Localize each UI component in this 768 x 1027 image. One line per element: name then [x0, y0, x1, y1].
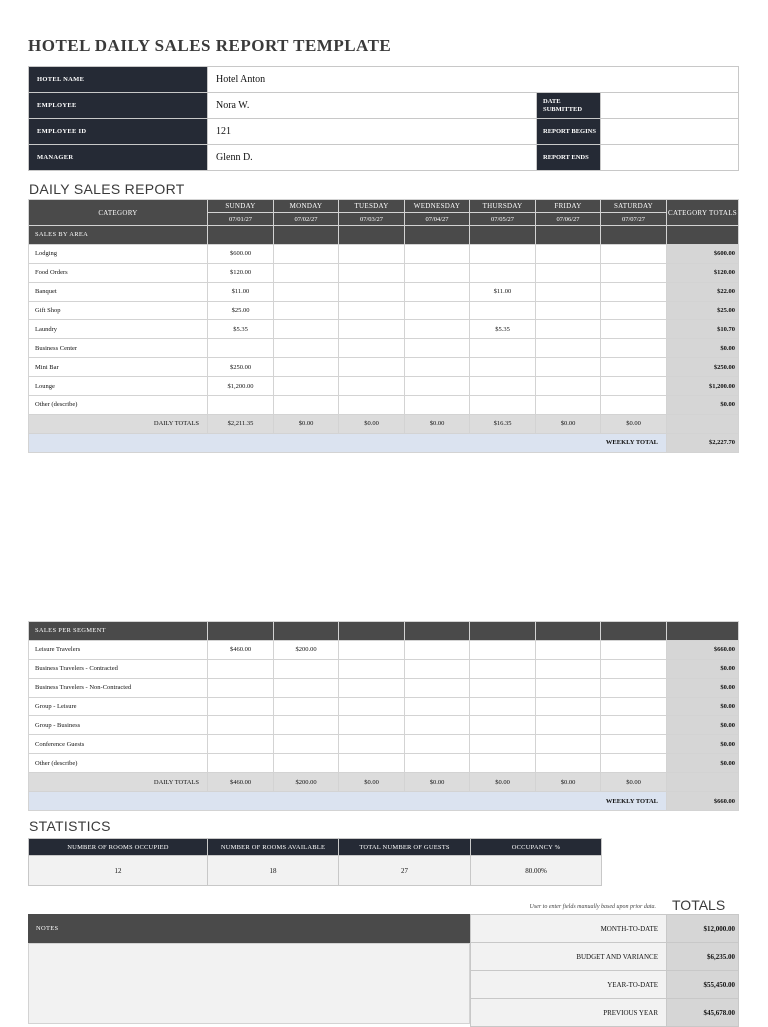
- day-value-cell[interactable]: [536, 377, 601, 396]
- day-value-cell[interactable]: [601, 697, 667, 716]
- day-value-cell[interactable]: [339, 282, 405, 301]
- category-total-cell: $600.00: [667, 244, 739, 263]
- sales-per-segment-table: [28, 621, 739, 811]
- day-value-cell[interactable]: [339, 301, 405, 320]
- row-category-label: Lodging: [29, 244, 208, 263]
- totals-row: [471, 999, 739, 1027]
- day-value-cell[interactable]: [405, 697, 470, 716]
- sales-by-area-table: [28, 199, 739, 453]
- day-value-cell[interactable]: [274, 301, 339, 320]
- totals-label: BUDGET AND VARIANCE: [471, 943, 667, 971]
- weekly-total-row: [29, 792, 739, 811]
- table-row: [29, 716, 739, 735]
- stat-header: OCCUPANCY %: [471, 839, 602, 856]
- table-row: [29, 301, 739, 320]
- report-info-table: [28, 66, 739, 171]
- day-header: FRIDAY: [536, 200, 601, 213]
- day-value-cell[interactable]: [601, 735, 667, 754]
- table-row: [29, 735, 739, 754]
- day-value-cell[interactable]: [536, 396, 601, 415]
- day-value-cell[interactable]: [274, 754, 339, 773]
- table-row: [29, 754, 739, 773]
- date-header[interactable]: 07/03/27: [339, 213, 405, 226]
- hotel-name-field[interactable]: Hotel Anton: [208, 67, 739, 93]
- total-guests-value[interactable]: 27: [339, 856, 471, 886]
- day-value-cell[interactable]: $25.00: [208, 301, 274, 320]
- day-value-cell[interactable]: [470, 716, 536, 735]
- daily-total-cell: $0.00: [601, 414, 667, 433]
- day-value-cell[interactable]: [405, 282, 470, 301]
- day-value-cell[interactable]: [208, 396, 274, 415]
- sales-by-area-title: SALES BY AREA: [29, 226, 208, 245]
- day-value-cell[interactable]: [601, 339, 667, 358]
- table-row: [29, 282, 739, 301]
- stat-header: NUMBER OF ROOMS OCCUPIED: [29, 839, 208, 856]
- row-category-label: Group - Business: [29, 716, 208, 735]
- day-value-cell[interactable]: [536, 282, 601, 301]
- category-header: CATEGORY: [29, 200, 208, 226]
- day-value-cell[interactable]: [208, 754, 274, 773]
- day-value-cell[interactable]: [405, 735, 470, 754]
- day-header: TUESDAY: [339, 200, 405, 213]
- table-row: [29, 659, 739, 678]
- category-totals-header: CATEGORY TOTALS: [667, 200, 739, 226]
- day-value-cell[interactable]: [339, 396, 405, 415]
- stat-header: NUMBER OF ROOMS AVAILABLE: [208, 839, 339, 856]
- day-value-cell[interactable]: [536, 716, 601, 735]
- day-value-cell[interactable]: [601, 678, 667, 697]
- daily-totals-label: DAILY TOTALS: [29, 414, 208, 433]
- day-value-cell[interactable]: [536, 263, 601, 282]
- date-header[interactable]: 07/07/27: [601, 213, 667, 226]
- day-value-cell[interactable]: [601, 282, 667, 301]
- daily-total-cell: $0.00: [536, 773, 601, 792]
- daily-totals-row: [29, 414, 739, 433]
- day-value-cell[interactable]: [339, 320, 405, 339]
- row-category-label: Food Orders: [29, 263, 208, 282]
- day-value-cell[interactable]: [405, 716, 470, 735]
- employee-field[interactable]: Nora W.: [208, 93, 537, 119]
- day-value-cell[interactable]: $1,200.00: [208, 377, 274, 396]
- report-ends-label: REPORT ENDS: [537, 145, 601, 171]
- day-header: SATURDAY: [601, 200, 667, 213]
- day-value-cell[interactable]: [274, 339, 339, 358]
- day-value-cell[interactable]: [470, 396, 536, 415]
- day-value-cell[interactable]: [339, 263, 405, 282]
- row-category-label: Lounge: [29, 377, 208, 396]
- day-value-cell[interactable]: [536, 358, 601, 377]
- day-value-cell[interactable]: $460.00: [208, 640, 274, 659]
- totals-label: MONTH-TO-DATE: [471, 915, 667, 943]
- day-value-cell[interactable]: [274, 716, 339, 735]
- sales-per-segment-rows: [29, 640, 739, 772]
- row-category-label: Mini Bar: [29, 358, 208, 377]
- weekly-total-value: $2,227.70: [667, 433, 739, 452]
- daily-total-cell: $0.00: [274, 414, 339, 433]
- notes-header: NOTES: [28, 914, 470, 943]
- daily-total-cell: $0.00: [536, 414, 601, 433]
- daily-sales-heading: DAILY SALES REPORT: [29, 181, 185, 197]
- day-value-cell[interactable]: [601, 396, 667, 415]
- day-value-cell[interactable]: [470, 377, 536, 396]
- category-total-cell: $0.00: [667, 659, 739, 678]
- statistics-header-row: [29, 839, 602, 856]
- day-value-cell[interactable]: [274, 396, 339, 415]
- day-value-cell[interactable]: [339, 244, 405, 263]
- day-value-cell[interactable]: [405, 396, 470, 415]
- totals-value[interactable]: $6,235.00: [667, 943, 739, 971]
- day-value-cell[interactable]: [405, 678, 470, 697]
- date-header[interactable]: 07/06/27: [536, 213, 601, 226]
- day-value-cell[interactable]: [470, 358, 536, 377]
- day-value-cell[interactable]: [536, 678, 601, 697]
- table-row: [29, 697, 739, 716]
- daily-total-cell: $0.00: [339, 773, 405, 792]
- day-header-row: [29, 200, 739, 213]
- day-value-cell[interactable]: [208, 678, 274, 697]
- page-title: HOTEL DAILY SALES REPORT TEMPLATE: [28, 36, 392, 55]
- employee-row: [29, 93, 739, 119]
- day-value-cell[interactable]: [339, 716, 405, 735]
- day-value-cell[interactable]: [601, 640, 667, 659]
- day-value-cell[interactable]: [536, 659, 601, 678]
- day-value-cell[interactable]: [536, 754, 601, 773]
- day-value-cell[interactable]: [208, 735, 274, 754]
- category-total-cell: $25.00: [667, 301, 739, 320]
- table-row: [29, 339, 739, 358]
- hotel-name-row: [29, 67, 739, 93]
- category-total-cell: $0.00: [667, 396, 739, 415]
- day-header: SUNDAY: [208, 200, 274, 213]
- day-value-cell[interactable]: [470, 659, 536, 678]
- category-total-cell: $0.00: [667, 716, 739, 735]
- date-header[interactable]: 07/01/27: [208, 213, 274, 226]
- day-value-cell[interactable]: [274, 282, 339, 301]
- day-value-cell[interactable]: [470, 697, 536, 716]
- category-total-cell: $0.00: [667, 678, 739, 697]
- employee-id-label: EMPLOYEE ID: [29, 119, 208, 145]
- notes-field[interactable]: [28, 943, 470, 1024]
- day-value-cell[interactable]: [470, 339, 536, 358]
- daily-totals-row: [29, 773, 739, 792]
- rooms-available-value[interactable]: 18: [208, 856, 339, 886]
- manager-row: [29, 145, 739, 171]
- day-value-cell[interactable]: [274, 358, 339, 377]
- day-value-cell[interactable]: [601, 320, 667, 339]
- table-row: [29, 640, 739, 659]
- sales-per-segment-title: SALES PER SEGMENT: [29, 622, 208, 641]
- day-header: MONDAY: [274, 200, 339, 213]
- section-header-row: [29, 226, 739, 245]
- table-row: [29, 396, 739, 415]
- daily-total-cell: $0.00: [339, 414, 405, 433]
- day-value-cell[interactable]: [274, 735, 339, 754]
- day-value-cell[interactable]: $5.35: [470, 320, 536, 339]
- row-category-label: Other (describe): [29, 396, 208, 415]
- day-value-cell[interactable]: [339, 659, 405, 678]
- manager-field[interactable]: Glenn D.: [208, 145, 537, 171]
- day-value-cell[interactable]: [536, 301, 601, 320]
- day-value-cell[interactable]: [405, 659, 470, 678]
- day-value-cell[interactable]: [536, 320, 601, 339]
- day-value-cell[interactable]: [339, 735, 405, 754]
- day-value-cell[interactable]: [274, 678, 339, 697]
- day-value-cell[interactable]: [339, 697, 405, 716]
- totals-value[interactable]: $55,450.00: [667, 971, 739, 999]
- date-header[interactable]: 07/02/27: [274, 213, 339, 226]
- day-value-cell[interactable]: [405, 640, 470, 659]
- day-value-cell[interactable]: [601, 263, 667, 282]
- manual-entry-hint: User to enter fields manually based upon prior data.: [529, 904, 656, 910]
- day-value-cell[interactable]: [536, 339, 601, 358]
- day-value-cell[interactable]: [536, 697, 601, 716]
- day-value-cell[interactable]: [339, 377, 405, 396]
- hotel-name-label: HOTEL NAME: [29, 67, 208, 93]
- daily-total-cell: $0.00: [405, 773, 470, 792]
- weekly-total-value: $660.00: [667, 792, 739, 811]
- date-header[interactable]: 07/04/27: [405, 213, 470, 226]
- totals-value[interactable]: $45,678.00: [667, 999, 739, 1027]
- category-total-cell: $660.00: [667, 640, 739, 659]
- manager-label: MANAGER: [29, 145, 208, 171]
- totals-table: [470, 914, 739, 1027]
- row-category-label: Other (describe): [29, 754, 208, 773]
- day-value-cell[interactable]: [274, 320, 339, 339]
- report-ends-field[interactable]: [601, 145, 739, 171]
- daily-total-cell: $0.00: [470, 773, 536, 792]
- daily-total-cell: $2,211.35: [208, 414, 274, 433]
- day-value-cell[interactable]: [208, 697, 274, 716]
- daily-total-cell: $0.00: [405, 414, 470, 433]
- day-value-cell[interactable]: [208, 339, 274, 358]
- day-value-cell[interactable]: $11.00: [208, 282, 274, 301]
- day-value-cell[interactable]: [601, 244, 667, 263]
- category-total-cell: $0.00: [667, 339, 739, 358]
- totals-row: [471, 915, 739, 943]
- category-total-cell: $10.70: [667, 320, 739, 339]
- day-value-cell[interactable]: [274, 263, 339, 282]
- category-total-cell: $1,200.00: [667, 377, 739, 396]
- day-value-cell[interactable]: [601, 659, 667, 678]
- day-value-cell[interactable]: [274, 377, 339, 396]
- day-header: WEDNESDAY: [405, 200, 470, 213]
- totals-label: PREVIOUS YEAR: [471, 999, 667, 1027]
- weekly-total-label: WEEKLY TOTAL: [29, 792, 667, 811]
- category-total-cell: $0.00: [667, 735, 739, 754]
- date-submitted-field[interactable]: [601, 93, 739, 119]
- day-value-cell[interactable]: [601, 716, 667, 735]
- day-value-cell[interactable]: [339, 678, 405, 697]
- day-value-cell[interactable]: [470, 678, 536, 697]
- day-value-cell[interactable]: [536, 735, 601, 754]
- statistics-heading: STATISTICS: [29, 818, 111, 834]
- row-category-label: Group - Leisure: [29, 697, 208, 716]
- day-value-cell[interactable]: $200.00: [274, 640, 339, 659]
- table-row: [29, 263, 739, 282]
- table-row: [29, 244, 739, 263]
- day-value-cell[interactable]: [536, 244, 601, 263]
- day-value-cell[interactable]: [470, 754, 536, 773]
- day-value-cell[interactable]: $120.00: [208, 263, 274, 282]
- category-total-cell: $22.00: [667, 282, 739, 301]
- day-value-cell[interactable]: [405, 244, 470, 263]
- row-category-label: Gift Shop: [29, 301, 208, 320]
- category-total-cell: $250.00: [667, 358, 739, 377]
- table-row: [29, 678, 739, 697]
- day-value-cell[interactable]: [405, 263, 470, 282]
- day-value-cell[interactable]: [339, 358, 405, 377]
- day-value-cell[interactable]: [601, 754, 667, 773]
- rooms-occupied-value[interactable]: 12: [29, 856, 208, 886]
- day-value-cell[interactable]: [405, 754, 470, 773]
- day-value-cell[interactable]: $11.00: [470, 282, 536, 301]
- row-category-label: Leisure Travelers: [29, 640, 208, 659]
- day-value-cell[interactable]: [339, 754, 405, 773]
- day-value-cell[interactable]: [470, 640, 536, 659]
- category-total-cell: $0.00: [667, 754, 739, 773]
- weekly-total-row: [29, 433, 739, 452]
- day-value-cell[interactable]: [274, 659, 339, 678]
- table-row: [29, 377, 739, 396]
- daily-totals-label: DAILY TOTALS: [29, 773, 208, 792]
- day-value-cell[interactable]: $5.35: [208, 320, 274, 339]
- date-submitted-label: DATE SUBMITTED: [537, 93, 601, 119]
- day-value-cell[interactable]: [339, 339, 405, 358]
- day-value-cell[interactable]: [470, 735, 536, 754]
- day-value-cell[interactable]: [405, 301, 470, 320]
- daily-total-cell: $16.35: [470, 414, 536, 433]
- table-row: [29, 320, 739, 339]
- weekly-total-label: WEEKLY TOTAL: [29, 433, 667, 452]
- report-begins-field[interactable]: [601, 119, 739, 145]
- day-value-cell[interactable]: $250.00: [208, 358, 274, 377]
- daily-total-cell: $200.00: [274, 773, 339, 792]
- occupancy-value: 80.00%: [471, 856, 602, 886]
- day-value-cell[interactable]: [470, 244, 536, 263]
- day-value-cell[interactable]: [601, 377, 667, 396]
- day-value-cell[interactable]: [208, 716, 274, 735]
- category-total-cell: $120.00: [667, 263, 739, 282]
- totals-label: YEAR-TO-DATE: [471, 971, 667, 999]
- employee-id-field[interactable]: 121: [208, 119, 537, 145]
- statistics-value-row: [29, 856, 602, 886]
- totals-row: [471, 943, 739, 971]
- employee-label: EMPLOYEE: [29, 93, 208, 119]
- day-value-cell[interactable]: [208, 659, 274, 678]
- totals-row: [471, 971, 739, 999]
- day-value-cell[interactable]: [405, 377, 470, 396]
- section-header-row: [29, 622, 739, 641]
- table-row: [29, 358, 739, 377]
- day-value-cell[interactable]: [601, 301, 667, 320]
- row-category-label: Business Center: [29, 339, 208, 358]
- day-value-cell[interactable]: $600.00: [208, 244, 274, 263]
- day-value-cell[interactable]: [405, 320, 470, 339]
- day-value-cell[interactable]: [274, 244, 339, 263]
- day-value-cell[interactable]: [470, 263, 536, 282]
- daily-total-cell: $460.00: [208, 773, 274, 792]
- day-value-cell[interactable]: [274, 697, 339, 716]
- day-value-cell[interactable]: [405, 358, 470, 377]
- employee-id-row: [29, 119, 739, 145]
- row-category-label: Business Travelers - Non-Contracted: [29, 678, 208, 697]
- statistics-table: [28, 838, 602, 886]
- row-category-label: Business Travelers - Contracted: [29, 659, 208, 678]
- stat-header: TOTAL NUMBER OF GUESTS: [339, 839, 471, 856]
- sales-by-area-rows: [29, 244, 739, 414]
- day-value-cell[interactable]: [405, 339, 470, 358]
- category-total-cell: $0.00: [667, 697, 739, 716]
- row-category-label: Laundry: [29, 320, 208, 339]
- day-value-cell[interactable]: [601, 358, 667, 377]
- totals-heading: TOTALS: [672, 897, 726, 913]
- day-value-cell[interactable]: [339, 640, 405, 659]
- totals-value[interactable]: $12,000.00: [667, 915, 739, 943]
- day-header: THURSDAY: [470, 200, 536, 213]
- day-value-cell[interactable]: [536, 640, 601, 659]
- daily-total-cell: $0.00: [601, 773, 667, 792]
- date-header[interactable]: 07/05/27: [470, 213, 536, 226]
- row-category-label: Conference Guests: [29, 735, 208, 754]
- day-value-cell[interactable]: [470, 301, 536, 320]
- row-category-label: Banquet: [29, 282, 208, 301]
- report-begins-label: REPORT BEGINS: [537, 119, 601, 145]
